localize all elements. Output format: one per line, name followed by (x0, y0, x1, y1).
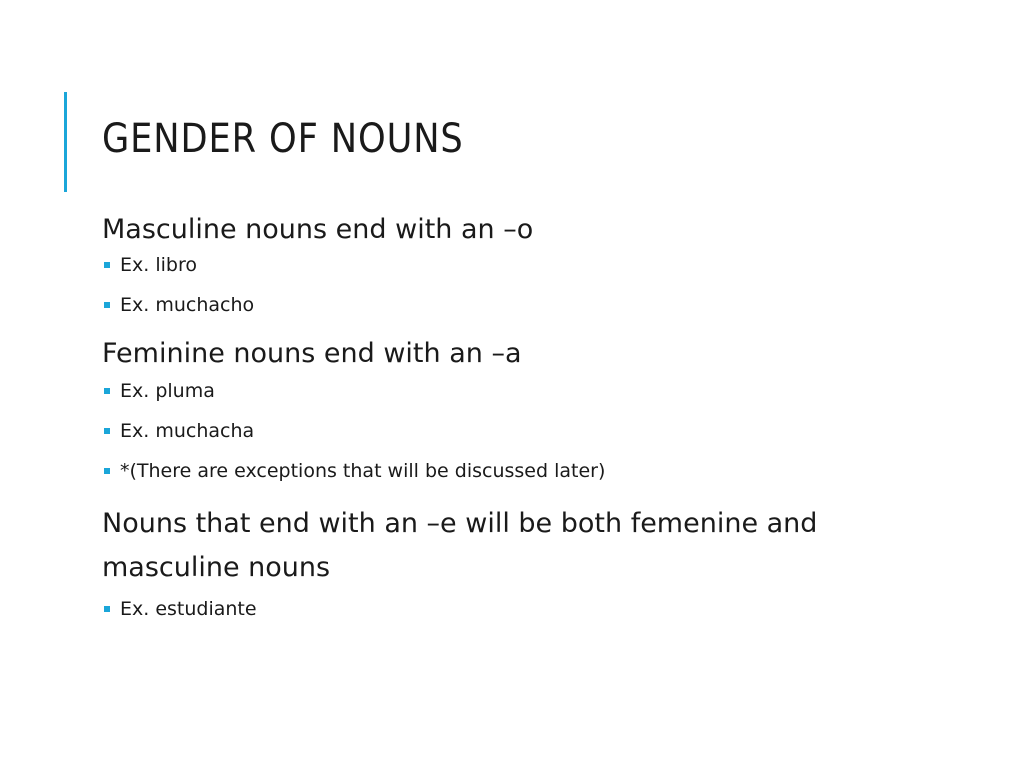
slide-body (102, 212, 962, 620)
square-bullet-icon (104, 606, 110, 612)
list-item (102, 598, 962, 620)
square-bullet-icon (104, 388, 110, 394)
section-both (102, 502, 962, 620)
title-accent-bar (64, 92, 67, 192)
list-item (102, 460, 962, 482)
section-feminine (102, 336, 962, 482)
list-item-text: Ex. muchacho (120, 294, 255, 316)
list-item (102, 380, 962, 402)
list-item (102, 420, 962, 442)
square-bullet-icon (104, 428, 110, 434)
square-bullet-icon (104, 468, 110, 474)
example-list (102, 380, 962, 482)
list-item-text: Ex. estudiante (120, 598, 257, 620)
section-heading: Masculine nouns end with an –o (102, 214, 534, 245)
section-heading: Nouns that end with an –e will be both femenine and masculine nouns (102, 508, 818, 583)
section-masculine (102, 212, 962, 316)
list-item (102, 294, 962, 316)
list-item-text: *(There are exceptions that will be discussed later) (120, 460, 606, 482)
square-bullet-icon (104, 302, 110, 308)
square-bullet-icon (104, 262, 110, 268)
list-item (102, 254, 962, 276)
example-list (102, 254, 962, 316)
list-item-text: Ex. muchacha (120, 420, 255, 442)
list-item-text: Ex. libro (120, 254, 197, 276)
list-item-text: Ex. pluma (120, 380, 215, 402)
slide-title: GENDER OF NOUNS (102, 116, 464, 162)
example-list (102, 598, 962, 620)
section-heading: Feminine nouns end with an –a (102, 338, 522, 369)
